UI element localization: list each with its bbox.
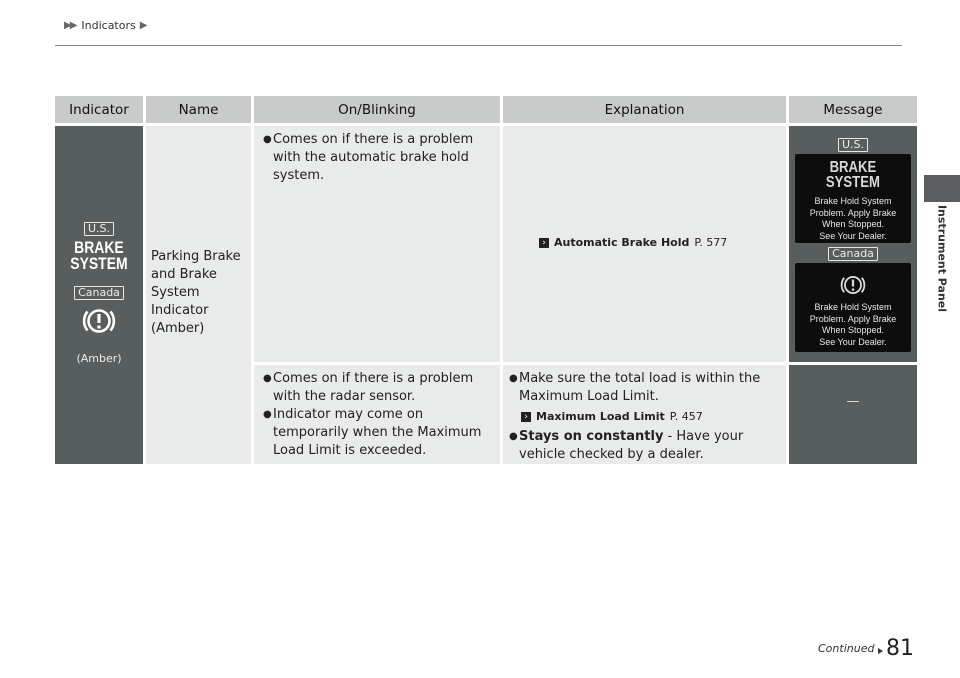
canada-label: Canada: [74, 286, 124, 300]
indicator-table: [52, 93, 920, 467]
message-us-label: U.S.: [838, 138, 868, 152]
message-canada-label: Canada: [828, 247, 878, 261]
section-tab: [924, 175, 960, 202]
brake-warning-icon: [81, 304, 117, 338]
breadcrumb: [64, 19, 145, 32]
bullet-icon: ●: [509, 431, 518, 442]
reference-arrow-icon: ›: [539, 238, 549, 248]
reference-link[interactable]: › Maximum Load Limit P. 457: [521, 408, 778, 426]
list-item: ● Stays on constantly - Have your vehicle checked by a dealer.: [509, 429, 744, 462]
header-explanation: Explanation: [503, 96, 786, 123]
amber-note: (Amber): [76, 352, 122, 365]
table-row: [55, 126, 917, 362]
on-blinking-cell-2: [254, 365, 500, 464]
brake-system-symbol: BRAKE SYSTEM: [70, 238, 128, 273]
header-indicator: Indicator: [55, 96, 143, 123]
bullet-icon: ●: [263, 134, 272, 145]
list-item: ● Indicator may come on temporarily when the Maximum Load Limit is exceeded.: [263, 407, 482, 458]
canada-message-display: [795, 263, 911, 352]
us-label: U.S.: [84, 222, 114, 236]
bullet-icon: ●: [263, 373, 272, 384]
header-on-blinking: On/Blinking: [254, 96, 500, 123]
section-label: Instrument Panel: [935, 204, 949, 313]
name-cell: Parking Brake and Brake System Indicator (Amber): [146, 126, 251, 464]
bullet-icon: ●: [263, 409, 272, 420]
message-text: Brake Hold System Problem. Apply Brake When Stopped. See Your Dealer.: [809, 196, 897, 241]
table-header-row: [55, 96, 917, 123]
us-message-display: [795, 154, 911, 243]
breadcrumb-title: Indicators: [81, 19, 136, 32]
header-name: Name: [146, 96, 251, 123]
message-cell-1: [789, 126, 917, 362]
message-warning-icon: [836, 272, 870, 298]
reference-arrow-icon: ›: [521, 412, 531, 422]
canada-message-text: Brake Hold System Problem. Apply Brake When Stopped. See Your Dealer.: [809, 302, 897, 347]
list-item: ● Comes on if there is a problem with the automatic brake hold system.: [263, 132, 474, 183]
explanation-cell-2: [503, 365, 786, 464]
explanation-cell-1: [503, 126, 786, 362]
continued-label: Continued: [818, 642, 875, 655]
page-number: 81: [886, 636, 914, 661]
indicator-cell: [55, 126, 143, 464]
breadcrumb-arrows-icon: ▶▶: [64, 20, 76, 31]
breadcrumb-arrow-icon: ▶: [139, 20, 146, 31]
list-item: ● Make sure the total load is within the Maximum Load Limit.: [509, 371, 761, 404]
on-blinking-cell-1: [254, 126, 500, 362]
bullet-icon: ●: [509, 373, 518, 384]
header-message: Message: [789, 96, 917, 123]
continued-arrow-icon: [878, 648, 883, 654]
reference-link[interactable]: › Automatic Brake Hold P. 577: [539, 234, 786, 252]
header-rule: [55, 45, 902, 46]
message-cell-2: [789, 365, 917, 464]
list-item: ● Comes on if there is a problem with the radar sensor.: [263, 371, 474, 404]
message-brake-system: BRAKE SYSTEM: [826, 159, 880, 191]
no-message-dash: —: [846, 394, 860, 409]
